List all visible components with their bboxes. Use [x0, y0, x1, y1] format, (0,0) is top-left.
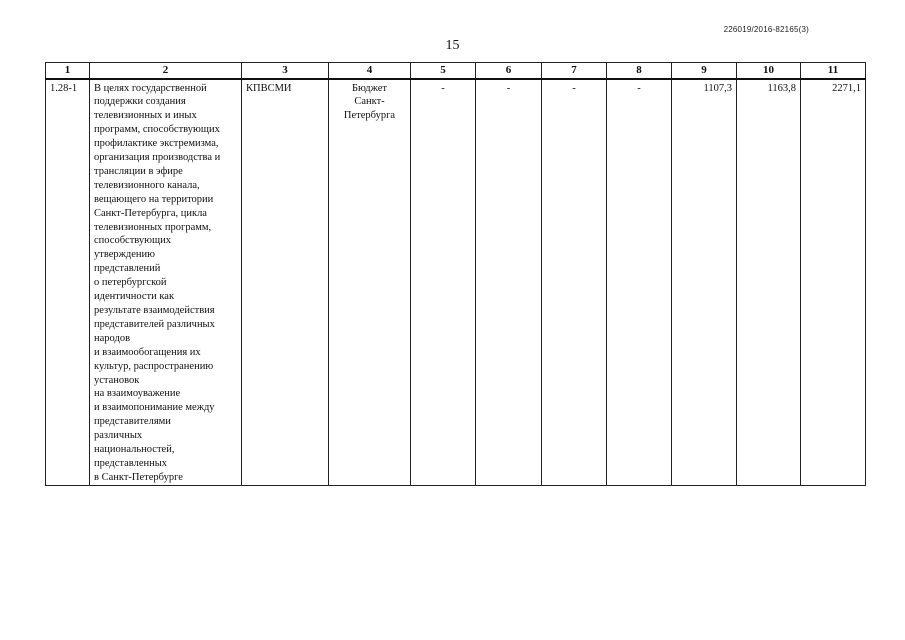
column-header: 9: [672, 63, 737, 79]
column-header: 4: [329, 63, 411, 79]
value-cell-col10: 1163,8: [737, 79, 801, 486]
description-line: поддержки создания: [94, 96, 186, 108]
value-cell-col9: 1107,3: [672, 79, 737, 486]
value-cell-col11: 2271,1: [801, 79, 866, 486]
value-cell-col8: -: [607, 79, 672, 486]
description-line: и взаимопонимание между: [94, 402, 215, 414]
description-line: и взаимообогащения их: [94, 346, 201, 358]
value-cell-col7: -: [542, 79, 607, 486]
description-line: телевизионных и иных: [94, 110, 197, 122]
responsible-organization: КПВСМИ: [242, 79, 329, 486]
document-reference-number: 226019/2016-82165(3): [723, 25, 809, 34]
value-cell-col6: -: [476, 79, 542, 486]
description-line: способствующих: [94, 235, 171, 247]
description-line: различных: [94, 430, 143, 442]
description-line: национальностей,: [94, 444, 175, 456]
description-line: представителями: [94, 416, 171, 428]
value-cell-col5: -: [411, 79, 476, 486]
column-header: 11: [801, 63, 866, 79]
description-line: народов: [94, 332, 131, 344]
description-line: трансляции в эфире: [94, 165, 183, 177]
description-line: в Санкт-Петербурге: [94, 471, 183, 483]
description-line: представителей различных: [94, 318, 215, 330]
program-table: [45, 62, 866, 486]
description-line: представлений: [94, 263, 161, 275]
funding-source-line: Петербурга: [343, 110, 396, 122]
description-line: телевизионного канала,: [94, 179, 200, 191]
funding-source: [329, 79, 411, 486]
description-line: Санкт-Петербурга, цикла: [94, 207, 207, 219]
column-header: 5: [411, 63, 476, 79]
funding-source-line: Санкт-: [354, 96, 385, 108]
description-line: культур, распространению: [94, 360, 214, 372]
column-header: 3: [242, 63, 329, 79]
row-number: 1.28-1: [46, 79, 90, 486]
description-line: В целях государственной: [94, 82, 207, 94]
description-line: организация производства и: [94, 152, 221, 164]
column-header: 2: [90, 63, 242, 79]
column-header: 10: [737, 63, 801, 79]
page-number: 15: [445, 38, 460, 53]
column-header: 6: [476, 63, 542, 79]
description-line: установок: [94, 374, 140, 386]
column-header: 1: [46, 63, 90, 79]
funding-source-line: Бюджет: [351, 82, 388, 94]
description-line: утверждению: [94, 249, 155, 261]
description-line: программ, способствующих: [94, 124, 220, 136]
description-line: идентичности как: [94, 291, 175, 303]
description-line: профилактике экстремизма,: [94, 138, 219, 150]
description-line: представленных: [94, 457, 168, 469]
table-row: [46, 79, 866, 486]
table-header-row: [46, 63, 866, 79]
column-header: 8: [607, 63, 672, 79]
description-line: телевизионных программ,: [94, 221, 212, 233]
description-line: на взаимоуважение: [94, 388, 181, 400]
column-header: 7: [542, 63, 607, 79]
description-line: результате взаимодействия: [94, 305, 215, 316]
description-line: о петербургской: [94, 277, 167, 289]
description-line: вещающего на территории: [94, 193, 214, 205]
measure-description: [90, 79, 242, 486]
